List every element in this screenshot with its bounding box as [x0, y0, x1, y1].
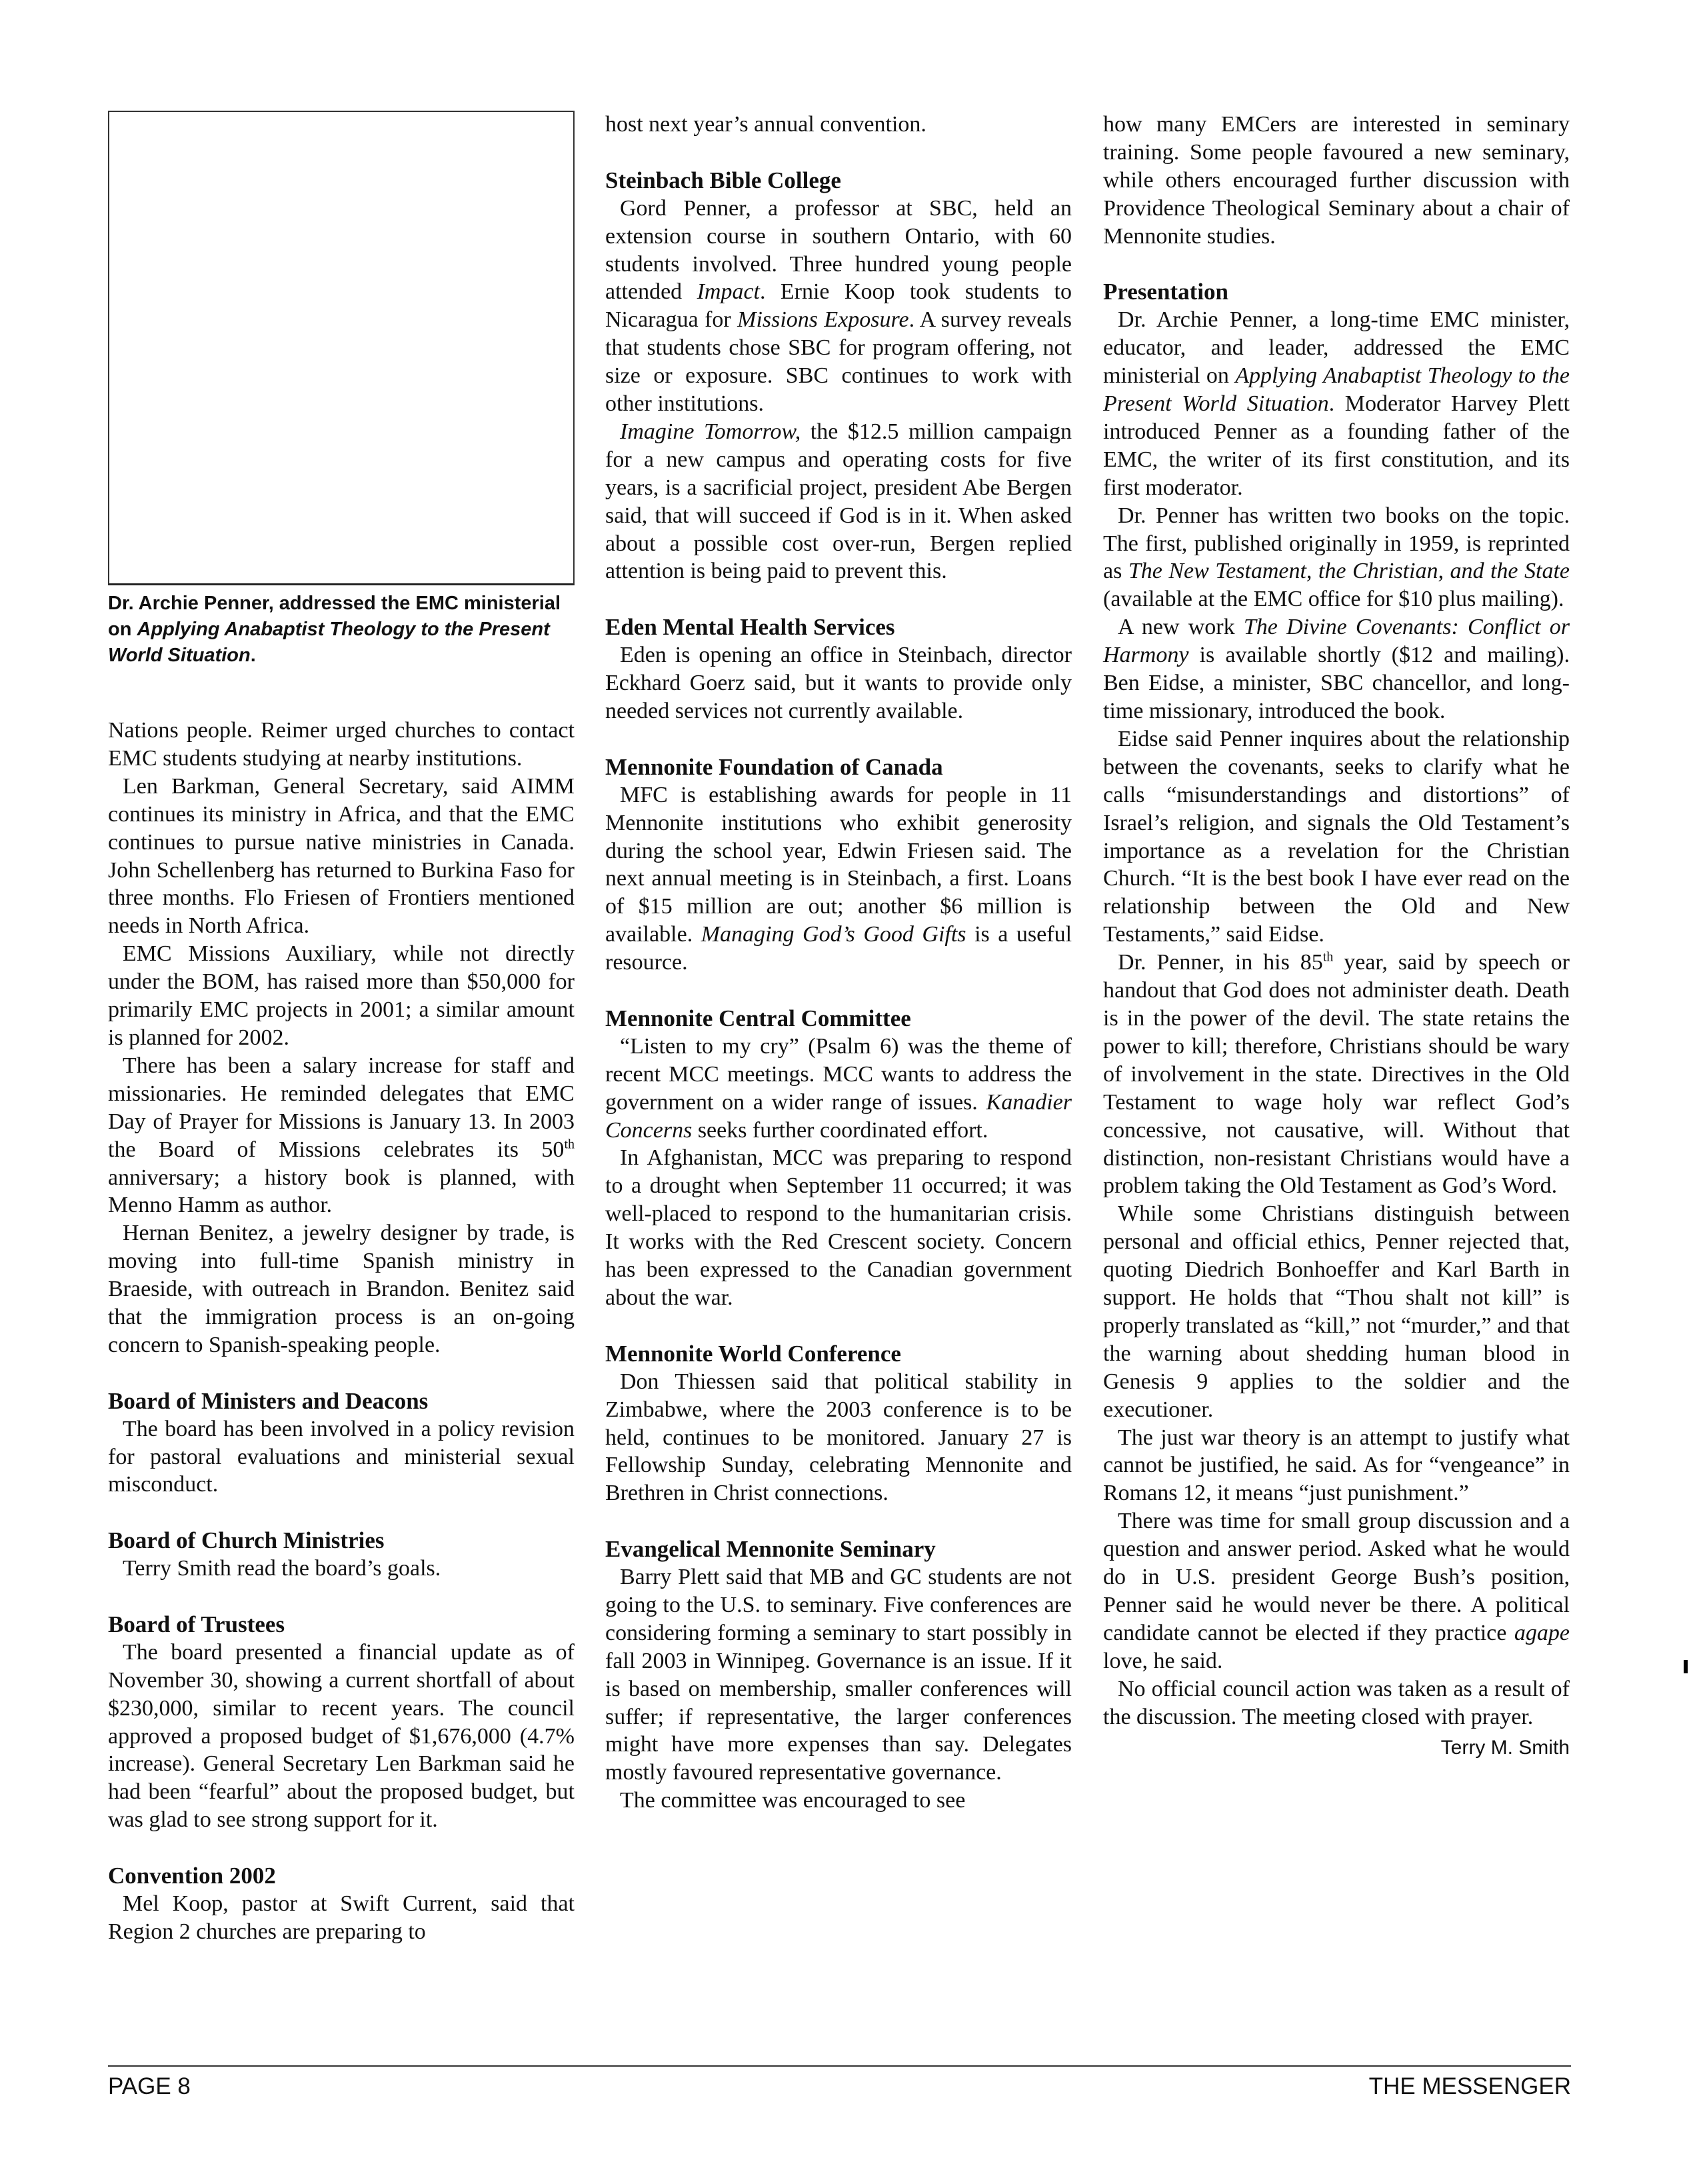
section-heading: Mennonite Foundation of Canada: [605, 753, 943, 780]
section-heading: Evangelical Mennonite Seminary: [605, 1536, 936, 1563]
section-heading: Eden Mental Health Services: [605, 614, 895, 641]
paragraph: MFC is establishing awards for people in 11 Mennonite institutions who exhibit generosity during the school year, Edwin Friesen said. The next annual meeting is in Steinbach, a first. Loans of $15 million are out; another $6 million is available. Managing God’s Good Gifts is a useful resource.: [605, 782, 1072, 975]
paragraph: Barry Plett said that MB and GC students are not going to the U.S. to seminary. Five conferences are considering forming a seminary to start possibly in fall 2003 in Winnipeg. Governance is an issue. If it is based on membership, smaller conferences will suffer; if representative, the larger conferences might have more expenses than say. Delegates mostly favoured representative governance.: [605, 1565, 1072, 1785]
paragraph: Mel Koop, pastor at Swift Current, said that Region 2 churches are preparing to: [108, 1891, 575, 1944]
paragraph: Hernan Benitez, a jewelry designer by trade, is moving into full-time Spanish ministry in Braeside, with outreach in Brandon. Benitez said that the immigration process is an on-going concern to Spanish-speaking people.: [108, 1221, 575, 1357]
scan-mark: [1684, 1660, 1688, 1673]
paragraph: Dr. Penner, in his 85th year, said by speech or handout that God does not administer death. Death is in the power of the devil. The state retains the power to kill; therefore, Christians should be wary of involvement in the state. Directives in the Old Testament to wage holy war reflect God’s concessive, not causative, will. Without that distinction, non-resistant Christians would have a problem taking the Old Testament as God’s Word.: [1103, 949, 1570, 1199]
footer-rule: [108, 2065, 1571, 2067]
section-heading: Mennonite Central Committee: [605, 1005, 911, 1031]
publication-name: THE MESSENGER: [1368, 2073, 1571, 2099]
paragraph: No official council action was taken as a result of the discussion. The meeting closed with prayer.: [1103, 1676, 1570, 1729]
paragraph: The board has been involved in a policy revision for pastoral evaluations and ministerial sexual misconduct.: [108, 1416, 575, 1497]
column-2: [605, 111, 1072, 1815]
section-heading: Board of Trustees: [108, 1611, 285, 1637]
paragraph: Dr. Penner has written two books on the topic. The first, published originally in 1959, is reprinted as The New Testament, the Christian, and the State (available at the EMC office for $10 plus mailing).: [1103, 503, 1570, 612]
paragraph: Don Thiessen said that political stability in Zimbabwe, where the 2003 conference is to be held, continues to be monitored. January 27 is Fellowship Sunday, celebrating Mennonite and Brethren in Christ connections.: [605, 1369, 1072, 1506]
author-signature: Terry M. Smith: [1440, 1736, 1570, 1759]
photo-caption: Dr. Archie Penner, addressed the EMC ministerial on Applying Anabaptist Theology to the Present World Situation.: [108, 593, 561, 666]
paragraph: The board presented a financial update as of November 30, showing a current shortfall of about $230,000, similar to recent years. The council approved a proposed budget of $1,676,000 (4.7% increase). General Secretary Len Barkman said he had been “fearful” about the proposed budget, but was glad to see strong support for it.: [108, 1639, 575, 1833]
paragraph: There has been a salary increase for staff and missionaries. He reminded delegates that EMC Day of Prayer for Missions is January 13. In 2003 the Board of Missions celebrates its 50th anniversary; a history book is planned, with Menno Hamm as author.: [108, 1053, 575, 1218]
section-heading: Steinbach Bible College: [605, 167, 841, 193]
column-3: [1103, 111, 1570, 1761]
paragraph: Len Barkman, General Secretary, said AIMM continues its ministry in Africa, and that the EMC continues to pursue native ministries in Canada. John Schellenberg has returned to Burkina Faso for three months. Flo Friesen of Frontiers mentioned needs in North Africa.: [108, 773, 575, 939]
paragraph: Gord Penner, a professor at SBC, held an extension course in southern Ontario, with 60 students involved. Three hundred young people attended Impact. Ernie Koop took students to Nicaragua for Missions Exposure. A survey reveals that students chose SBC for program offering, not size or exposure. SBC continues to work with other institutions.: [605, 195, 1072, 417]
paragraph: how many EMCers are interested in seminary training. Some people favoured a new seminary, while others encouraged further discussion with Providence Theological Seminary about a chair of Mennonite studies.: [1103, 112, 1570, 249]
paragraph: While some Christians distinguish between personal and official ethics, Penner rejected that, quoting Diedrich Bonhoeffer and Karl Barth in support. He holds that “Thou shalt not kill” is properly translated as “kill,” not “murder,” and that the warning about shedding human blood in Genesis 9 applies to the soldier and the executioner.: [1103, 1201, 1570, 1422]
paragraph: In Afghanistan, MCC was preparing to respond to a drought when September 11 occurred; it was well-placed to respond to the humanitarian crisis. It works with the Red Crescent society. Concern has been expressed to the Canadian government about the war.: [605, 1145, 1072, 1310]
paragraph: host next year’s annual convention.: [605, 112, 926, 137]
paragraph: Dr. Archie Penner, a long-time EMC minister, educator, and leader, addressed the EMC ministerial on Applying Anabaptist Theology to the Present World Situation. Moderator Harvey Plett introduced Penner as a founding father of the EMC, the writer of its first constitution, and its first moderator.: [1103, 307, 1570, 500]
column-1: [108, 111, 575, 1946]
photo-placeholder: [108, 111, 575, 585]
paragraph: Imagine Tomorrow, the $12.5 million campaign for a new campus and operating costs for five years, is a sacrificial project, president Abe Bergen said, that will succeed if God is in it. When asked about a possible cost over-run, Bergen replied attention is being paid to prevent this.: [605, 419, 1072, 584]
paragraph: Eidse said Penner inquires about the relationship between the covenants, seeks to clarify what he calls “misunderstandings and distortions” of Israel’s religion, and signals the Old Testament’s importance as a revelation for the Christian Church. “It is the best book I have ever read on the relationship between the Old and New Testaments,” said Eidse.: [1103, 726, 1570, 947]
paragraph: Terry Smith read the board’s goals.: [123, 1556, 441, 1581]
section-heading: Presentation: [1103, 279, 1228, 305]
paragraph: Eden is opening an office in Steinbach, director Eckhard Goerz said, but it wants to provide only needed services not currently available.: [605, 643, 1072, 723]
paragraph: The committee was encouraged to see: [620, 1788, 966, 1813]
paragraph: “Listen to my cry” (Psalm 6) was the theme of recent MCC meetings. MCC wants to address the government on a wider range of issues. Kanadier Concerns seeks further coordinated effort.: [605, 1033, 1072, 1143]
paragraph: Nations people. Reimer urged churches to contact EMC students studying at nearby institutions.: [108, 718, 575, 771]
paragraph: The just war theory is an attempt to justify what cannot be justified, he said. As for “vengeance” in Romans 12, it means “just punishment.”: [1103, 1425, 1570, 1506]
paragraph: A new work The Divine Covenants: Conflict or Harmony is available shortly ($12 and mailing). Ben Eidse, a minister, SBC chancellor, and long-time missionary, introduced the book.: [1103, 615, 1570, 724]
section-heading: Mennonite World Conference: [605, 1340, 901, 1367]
paragraph: EMC Missions Auxiliary, while not directly under the BOM, has raised more than $50,000 for primarily EMC projects in 2001; a similar amount is planned for 2002.: [108, 941, 575, 1050]
section-heading: Board of Ministers and Deacons: [108, 1387, 429, 1414]
paragraph: There was time for small group discussion and a question and answer period. Asked what he would do in U.S. president George Bush’s position, Penner said he would never be there. A political candidate cannot be elected if they practice agape love, he said.: [1103, 1509, 1570, 1673]
section-heading: Board of Church Ministries: [108, 1527, 385, 1554]
page-number: PAGE 8: [108, 2073, 191, 2099]
section-heading: Convention 2002: [108, 1863, 276, 1889]
